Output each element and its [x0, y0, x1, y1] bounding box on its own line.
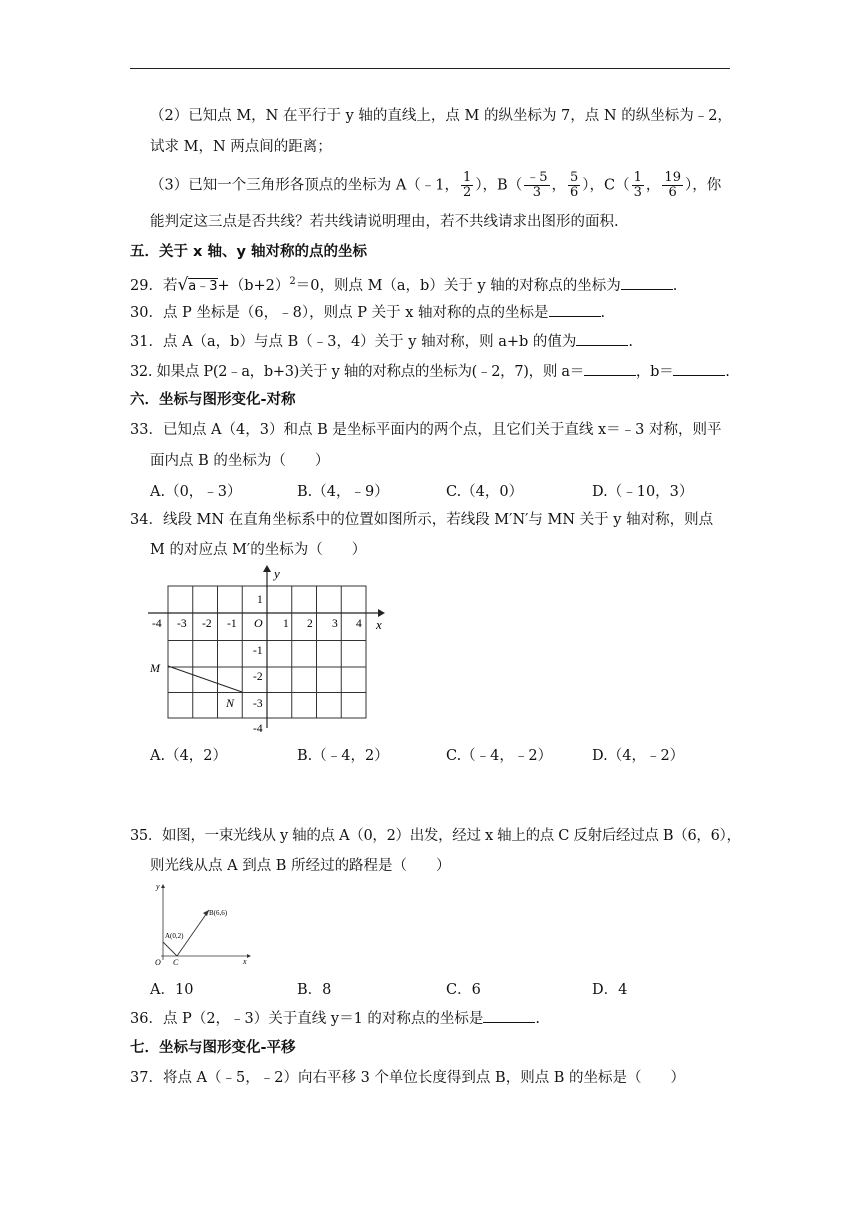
q32-end: .	[725, 364, 730, 380]
q35-point-b-label: B(6,6)	[209, 909, 228, 917]
x-tick: 4	[356, 618, 362, 630]
q33-option-d[interactable]: D.（﹣10，3）	[592, 484, 694, 500]
header-rule	[130, 68, 730, 69]
q35-y-label: y	[156, 882, 160, 891]
q35-line2: 则光线从点 A 到点 B 所经过的路程是（ ）	[150, 858, 451, 874]
q34-coordinate-graph	[140, 560, 390, 740]
frac-1-2: $\frac{1}{2}$	[463, 170, 472, 200]
q28-text-c: ，	[551, 177, 566, 194]
x-tick: 1	[283, 618, 289, 630]
x-tick: -1	[227, 618, 237, 630]
q32-answer-b-blank[interactable]	[673, 361, 725, 376]
frac-neg5-3: $\frac{﹣5}{3}$	[526, 170, 548, 200]
q35-point-a-label: A(0,2)	[165, 932, 184, 940]
y-tick: -1	[253, 645, 263, 657]
frac-1-3: $\frac{1}{3}$	[633, 170, 642, 200]
q33-option-a[interactable]: A.（0，﹣3）	[150, 484, 242, 500]
q28-text-d: ），C（	[582, 177, 630, 194]
q29	[130, 272, 677, 297]
q29-text-c: ＝0，则点 M（a，b）关于 y 轴的对称点的坐标为	[295, 277, 621, 294]
q28-part3-line1	[150, 171, 721, 200]
q31-text: 31．点 A（a，b）与点 B（﹣3，4）关于 y 轴对称，则 a+b 的值为	[130, 334, 577, 350]
q35-option-a[interactable]: A．10	[150, 982, 194, 998]
q29-exponent: 2	[289, 276, 296, 287]
q35-option-c[interactable]: C．6	[446, 982, 481, 998]
section-5-heading: 五．关于 x 轴、y 轴对称的点的坐标	[130, 244, 367, 260]
q34-origin-label: O	[254, 616, 263, 630]
frac-5-6: $\frac{5}{6}$	[570, 170, 579, 200]
y-tick: -4	[253, 723, 263, 735]
x-tick: -2	[202, 618, 212, 630]
y-tick: -3	[253, 698, 263, 710]
q34-x-label: x	[376, 617, 382, 632]
q36	[130, 1008, 540, 1029]
q35-option-b[interactable]: B．8	[297, 982, 332, 998]
q29-text-a: 29．若	[130, 277, 178, 294]
section-6-heading: 六．坐标与图形变化-对称	[130, 392, 296, 408]
q31-answer-blank[interactable]	[576, 331, 628, 346]
q31-end: .	[628, 334, 633, 350]
q35-x-label: x	[243, 957, 247, 966]
q36-end: .	[535, 1011, 541, 1027]
q35-option-d[interactable]: D．4	[592, 982, 628, 998]
x-tick: 2	[307, 618, 313, 630]
q33-line1: 33．已知点 A（4，3）和点 B 是坐标平面内的两个点，且它们关于直线 x＝﹣3 对称，则平	[130, 422, 722, 438]
q35-y-arrow-icon	[161, 884, 165, 888]
x-tick: -4	[152, 618, 162, 630]
q28-part3-line2: 能判定这三点是否共线？若共线请说明理由，若不共线请求出图形的面积.	[150, 214, 619, 230]
q34-point-n-label: N	[226, 696, 235, 710]
q30-answer-blank[interactable]	[549, 302, 601, 317]
q29-answer-blank[interactable]	[621, 275, 673, 290]
q30-text: 30．点 P 坐标是（6，﹣8），则点 P 关于 x 轴对称的点的坐标是	[130, 305, 549, 321]
q34-y-label: y	[274, 566, 280, 581]
q32-text-a: 32. 如果点 P(2﹣a，b+3)关于 y 轴的对称点的坐标为(﹣2，7)，则 a＝	[130, 364, 584, 380]
q28-text-a: （3）已知一个三角形各顶点的坐标为 A（﹣1，	[150, 177, 460, 194]
y-tick: 1	[257, 594, 263, 606]
q35-x-arrow-icon	[247, 954, 251, 958]
q34-option-c[interactable]: C.（﹣4，﹣2）	[446, 748, 553, 764]
q34-point-m-label: M	[150, 661, 160, 675]
q29-text-b: +（b+2）	[217, 277, 290, 294]
q35-origin-label: O	[155, 958, 161, 966]
q30-end: .	[600, 305, 606, 321]
q34-x-arrow-icon	[378, 609, 385, 617]
q32	[130, 361, 730, 382]
q33-line2: 面内点 B 的坐标为（ ）	[150, 453, 330, 469]
segment-mn	[168, 666, 242, 692]
q34-option-a[interactable]: A.（4，2）	[150, 748, 228, 764]
q28-text-f: ），你	[684, 177, 722, 194]
sqrt-sign: √	[177, 274, 189, 295]
q29-end: .	[672, 277, 678, 294]
q34-option-d[interactable]: D.（4，﹣2）	[592, 748, 685, 764]
q34-y-arrow-icon	[263, 565, 271, 572]
q28-text-e: ，	[645, 177, 661, 194]
q33-option-c[interactable]: C.（4，0）	[446, 484, 524, 500]
radicand: a﹣3	[188, 278, 218, 294]
section-7-heading: 七．坐标与图形变化-平移	[130, 1040, 296, 1056]
q36-answer-blank[interactable]	[483, 1008, 535, 1023]
ray-ac	[163, 942, 177, 956]
q34-option-b[interactable]: B.（﹣4，2）	[297, 748, 389, 764]
q28-part2-line1: （2）已知点 M，N 在平行于 y 轴的直线上，点 M 的纵坐标为 7，点 N 的纵坐标为﹣2，	[150, 108, 732, 124]
q32-answer-a-blank[interactable]	[584, 361, 636, 376]
x-tick: -3	[177, 618, 187, 630]
q34-line1: 34．线段 MN 在直角坐标系中的位置如图所示，若线段 M′N′与 MN 关于 y 轴对称，则点	[130, 512, 714, 528]
q33-option-b[interactable]: B.（4，﹣9）	[297, 484, 389, 500]
q32-text-mid: ，b＝	[635, 364, 674, 380]
q28-text-b: ），B（	[475, 177, 523, 194]
q37: 37．将点 A（﹣5，﹣2）向右平移 3 个单位长度得到点 B，则点 B 的坐标是（ ）	[130, 1070, 686, 1086]
frac-19-6: $\frac{19}{6}$	[664, 170, 681, 200]
q36-text: 36．点 P（2，﹣3）关于直线 y＝1 的对称点的坐标是	[130, 1011, 484, 1027]
q35-line1: 35．如图，一束光线从 y 轴的点 A（0，2）出发，经过 x 轴上的点 C 反射后经过点 B（6，6），	[130, 828, 741, 844]
q30	[130, 302, 605, 323]
q28-part2-line2: 试求 M，N 两点间的距离；	[150, 139, 332, 155]
q35-light-reflection-graph	[145, 876, 260, 966]
x-tick: 3	[332, 618, 338, 630]
y-tick: -2	[253, 671, 263, 683]
q34-line2: M 的对应点 M′的坐标为（ ）	[150, 542, 367, 558]
q35-point-c-label: C	[173, 958, 179, 966]
q31	[130, 331, 633, 352]
